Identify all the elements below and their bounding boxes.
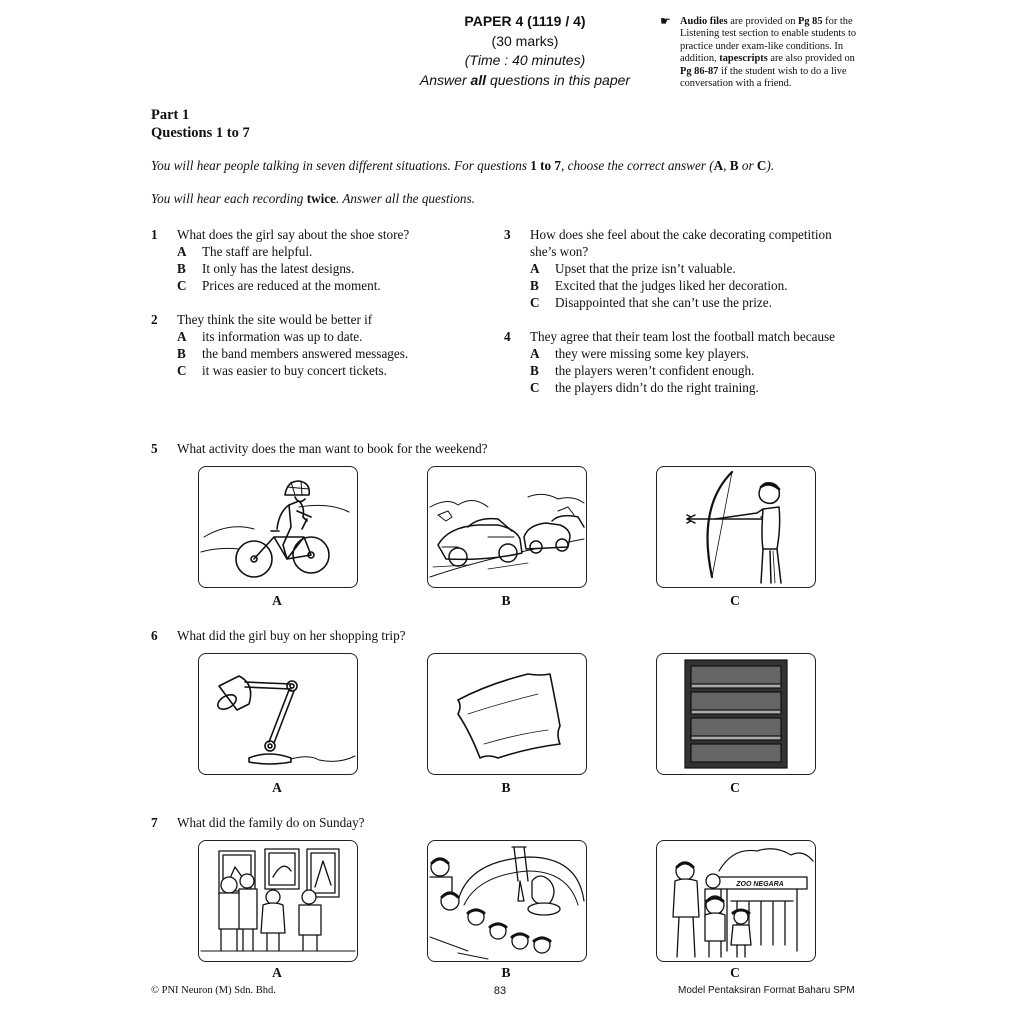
instruction-2: You will hear each recording twice. Answer all the questions. [151, 191, 475, 206]
cyclist-icon[interactable] [198, 466, 358, 588]
option-a[interactable]: A Upset that the prize isn’t valuable. [530, 261, 736, 276]
option-b[interactable]: B It only has the latest designs. [177, 261, 355, 276]
footer-series: Model Pentaksiran Format Baharu SPM [678, 985, 855, 996]
question-1: 1 What does the girl say about the shoe store? A The staff are helpful. B It only has the latest designs. C Prices are reduced at the moment. [151, 226, 471, 294]
question-stem: They think the site would be better if [177, 312, 373, 327]
bookshelf-icon[interactable] [656, 653, 816, 775]
option-b[interactable]: B the band members answered messages. [177, 346, 409, 361]
picture-label-a: A [272, 965, 282, 980]
archery-icon[interactable] [656, 466, 816, 588]
zoo-visit-icon[interactable] [656, 840, 816, 962]
page-number: 83 [493, 985, 507, 997]
picture-label-b: B [501, 965, 511, 980]
part-subtitle: Questions 1 to 7 [151, 125, 250, 141]
paper-title: PAPER 4 (1119 / 4) [464, 13, 586, 29]
instruction-1: You will hear people talking in seven different situations. For questions 1 to 7, choose the correct answer (A, B or C). [151, 158, 775, 173]
pointing-hand-icon: ☛ [660, 14, 671, 28]
question-3: 3 How does she feel about the cake decorating competition she’s won? A Upset that the prize isn’t valuable. B Excited that the judges liked her decoration. C Disappointed that she can’t use the prize. [504, 226, 846, 311]
audio-note-text: Audio files are provided on Pg 85 for the Listening test section to enable students to practice under exam-like conditions. In addition, tapescripts are also provided on Pg 86-87 if the student wish to do a live conversation with a friend. [680, 16, 857, 90]
option-c[interactable]: C Disappointed that she can’t use the prize. [530, 295, 772, 310]
question-6: 6 What did the girl buy on her shopping trip? [151, 627, 751, 644]
option-c[interactable]: C Prices are reduced at the moment. [177, 278, 381, 293]
picture-label-a: A [272, 593, 282, 608]
question-4: 4 They agree that their team lost the football match because A they were missing some key players. B the players weren’t confident enough. C the players didn’t do the right training. [504, 328, 846, 396]
picture-label-b: B [501, 593, 511, 608]
audio-note [660, 16, 860, 90]
option-a[interactable]: A The staff are helpful. [177, 244, 313, 259]
question-stem: How does she feel about the cake decorating competition she’s won? [530, 227, 832, 259]
question-7: 7 What did the family do on Sunday? [151, 814, 751, 831]
picture-label-c: C [730, 965, 740, 980]
option-c[interactable]: C the players didn’t do the right training. [530, 380, 759, 395]
picture-label-c: C [730, 780, 740, 795]
part-title: Part 1 [151, 107, 190, 123]
option-b[interactable]: B the players weren’t confident enough. [530, 363, 755, 378]
pillow-icon[interactable] [427, 653, 587, 775]
car-race-icon[interactable] [427, 466, 587, 588]
option-c[interactable]: C it was easier to buy concert tickets. [177, 363, 387, 378]
question-stem: What did the girl buy on her shopping trip? [177, 628, 406, 643]
question-2: 2 They think the site would be better if A its information was up to date. B the band members answered messages. C it was easier to buy concert tickets. [151, 311, 471, 379]
desk-lamp-icon[interactable] [198, 653, 358, 775]
question-stem: What activity does the man want to book for the weekend? [177, 441, 488, 456]
part-heading [151, 106, 250, 142]
picture-label-b: B [501, 780, 511, 795]
circus-show-icon[interactable] [427, 840, 587, 962]
paper-marks: (30 marks) [491, 32, 559, 49]
question-stem: What did the family do on Sunday? [177, 815, 365, 830]
option-b[interactable]: B Excited that the judges liked her decoration. [530, 278, 788, 293]
picture-label-a: A [272, 780, 282, 795]
option-a[interactable]: A they were missing some key players. [530, 346, 750, 361]
paper-instruction: Answer all questions in this paper [419, 71, 631, 88]
art-gallery-icon[interactable] [198, 840, 358, 962]
question-5: 5 What activity does the man want to book for the weekend? [151, 440, 751, 457]
question-stem: They agree that their team lost the football match because [530, 329, 836, 344]
zoo-sign-text: ZOO NEGARA [736, 881, 784, 888]
question-stem: What does the girl say about the shoe store? [177, 227, 410, 242]
paper-header [370, 12, 680, 90]
paper-time: (Time : 40 minutes) [464, 52, 586, 68]
footer-copyright: © PNI Neuron (M) Sdn. Bhd. [151, 985, 276, 996]
picture-label-c: C [730, 593, 740, 608]
option-a[interactable]: A its information was up to date. [177, 329, 363, 344]
